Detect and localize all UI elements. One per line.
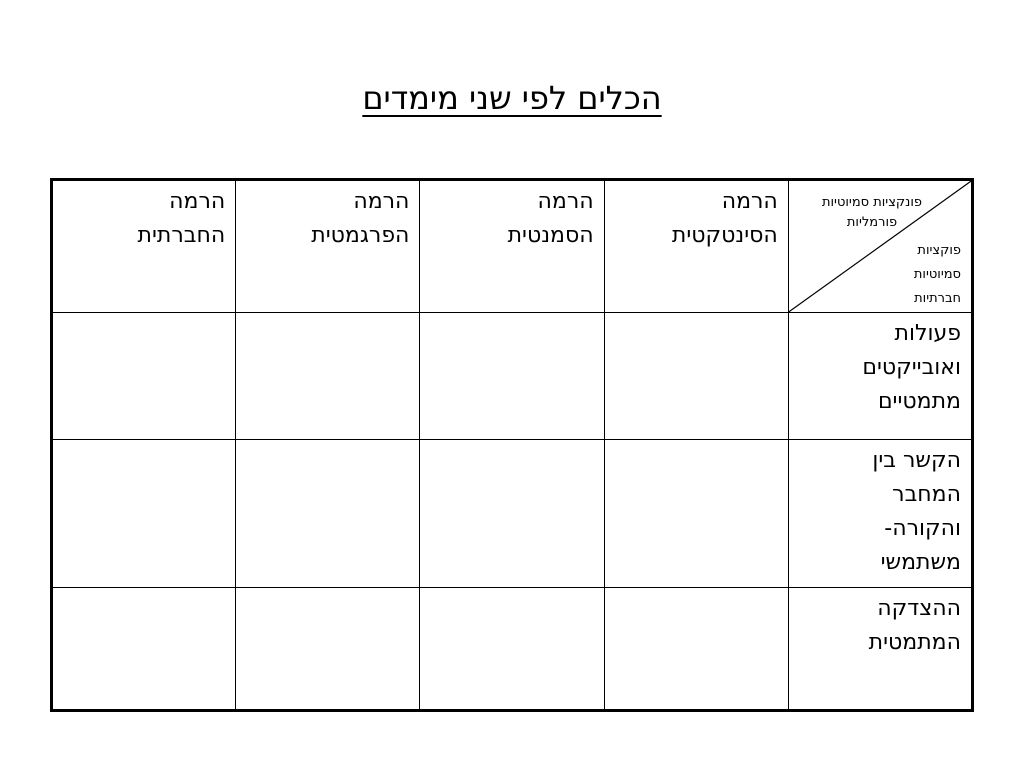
table-cell (236, 440, 420, 588)
corner-formal-label: פונקציות סמיוטיות פורמליות (821, 195, 923, 230)
table-cell (52, 440, 236, 588)
table-cell (604, 312, 788, 440)
table-cell (236, 312, 420, 440)
row-header-author-reader: הקשר בין המחבר והקורה- משתמשי (788, 440, 972, 588)
row-header-math-objects: פעולות ואובייקטים מתמטיים (788, 312, 972, 440)
column-header-pragmatic: הרמה הפרגמטית (236, 180, 420, 313)
header-row (52, 180, 973, 313)
column-header-syntactic: הרמה הסינטקטית (604, 180, 788, 313)
row-header-math-justification: ההצדקה המתמטית (788, 588, 972, 711)
table-cell (420, 588, 604, 711)
table-cell (420, 440, 604, 588)
page-title (0, 78, 1024, 118)
column-header-semantic: הרמה הסמנטית (420, 180, 604, 313)
column-header-social: הרמה החברתית (52, 180, 236, 313)
table-row (52, 588, 973, 711)
corner-social-label: פוקציות סמיוטיות חברתיות (913, 243, 961, 306)
table-cell (236, 588, 420, 711)
table-cell (604, 440, 788, 588)
table-cell (604, 588, 788, 711)
table-row (52, 312, 973, 440)
page-title-text: הכלים לפי שני מימדים (362, 79, 662, 117)
corner-cell (788, 180, 972, 313)
table-cell (52, 312, 236, 440)
table-row (52, 440, 973, 588)
table-cell (420, 312, 604, 440)
table-cell (52, 588, 236, 711)
dimensions-table (50, 178, 974, 712)
